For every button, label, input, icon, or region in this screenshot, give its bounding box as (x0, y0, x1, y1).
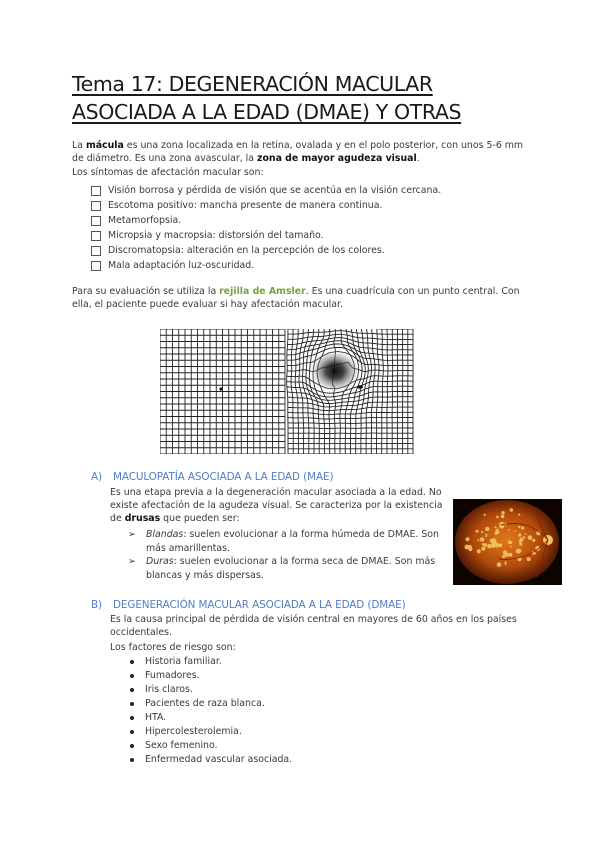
page-title: Tema 17: DEGENERACIÓN MACULAR ASOCIADA A LA EDAD (DMAE) Y OTRAS (72, 72, 462, 124)
distortion-mark (357, 385, 363, 389)
list-item: Fumadores. (128, 669, 292, 683)
amsler-paragraph: Para su evaluación se utiliza la rejilla de Amsler. Es una cuadrícula con un punto central. Con ella, el paciente puede evaluar si hay afectación macular. (72, 286, 520, 311)
list-item: Metamorfopsia. (91, 213, 441, 228)
amsler-grid-figure (160, 329, 440, 458)
macula-term: mácula (85, 140, 124, 151)
list-item: Visión borrosa y pérdida de visión que se acentúa en la visión cercana. (91, 183, 441, 198)
section-b-heading: B) DEGENERACIÓN MACULAR ASOCIADA A LA EDAD (DMAE) (91, 599, 406, 611)
risk-factors-list (128, 655, 292, 767)
normal-amsler-grid (160, 329, 285, 454)
symptoms-checklist (91, 183, 441, 273)
checkbox-icon (91, 201, 101, 211)
list-item: Discromatopsia: alteración en la percepción de los colores. (91, 243, 441, 258)
list-item: ➢ Blandas: suelen evolucionar a la forma húmeda de DMAE. Son más amarillentas. (128, 529, 439, 554)
scotoma-blot (309, 349, 361, 393)
distorted-amsler-grid (287, 329, 438, 454)
amsler-term: rejilla de Amsler (219, 286, 306, 297)
list-item: Hipercolesterolemia. (128, 725, 292, 739)
section-b-body: Es la causa principal de pérdida de visión central en mayores de 60 años en los países occidentales. (110, 614, 517, 639)
list-item: ➢ Duras: suelen evolucionar a la forma seca de DMAE. Son más blancas y más dispersas. (128, 556, 436, 581)
amsler-grid-illustration (160, 329, 440, 454)
checkbox-icon (91, 261, 101, 271)
list-item: Enfermedad vascular asociada. (128, 753, 292, 767)
list-item: Mala adaptación luz-oscuridad. (91, 258, 441, 273)
center-dot (219, 387, 222, 390)
arrow-bullet-icon: ➢ (128, 556, 136, 568)
fundus-photo (453, 499, 562, 585)
list-item: Escotoma positivo: mancha presente de manera continua. (91, 198, 441, 213)
list-item: Iris claros. (128, 683, 292, 697)
checkbox-icon (91, 186, 101, 196)
checkbox-icon (91, 246, 101, 256)
risk-factors-intro: Los factores de riesgo son: (110, 642, 236, 653)
list-item: HTA. (128, 711, 292, 725)
drusas-term: drusas (124, 513, 161, 525)
list-item: Pacientes de raza blanca. (128, 697, 292, 711)
visual-acuity-term: zona de mayor agudeza visual (257, 153, 417, 165)
list-item: Sexo femenino. (128, 739, 292, 753)
checkbox-icon (91, 216, 101, 226)
intro-paragraph: La mácula es una zona localizada en la retina, ovalada y en el polo posterior, con unos 5-6 mm de diámetro. Es una zona avascular, la zona de mayor agudeza visual. (72, 140, 524, 165)
symptoms-intro: Los síntomas de afectación macular son: (72, 167, 264, 178)
arrow-bullet-icon: ➢ (128, 529, 136, 540)
checkbox-icon (91, 231, 101, 241)
drusas-list (128, 528, 444, 582)
section-a-body: Es una etapa previa a la degeneración macular asociada a la edad. No existe afectación de la agudeza visual. Se caracteriza por la existencia de drusas que pueden ser: (110, 487, 443, 525)
section-a-heading: A) MACULOPATÍA ASOCIADA A LA EDAD (MAE) (91, 471, 334, 483)
list-item: Micropsia y macropsia: distorsión del tamaño. (91, 228, 441, 243)
list-item: Historia familiar. (128, 655, 292, 669)
